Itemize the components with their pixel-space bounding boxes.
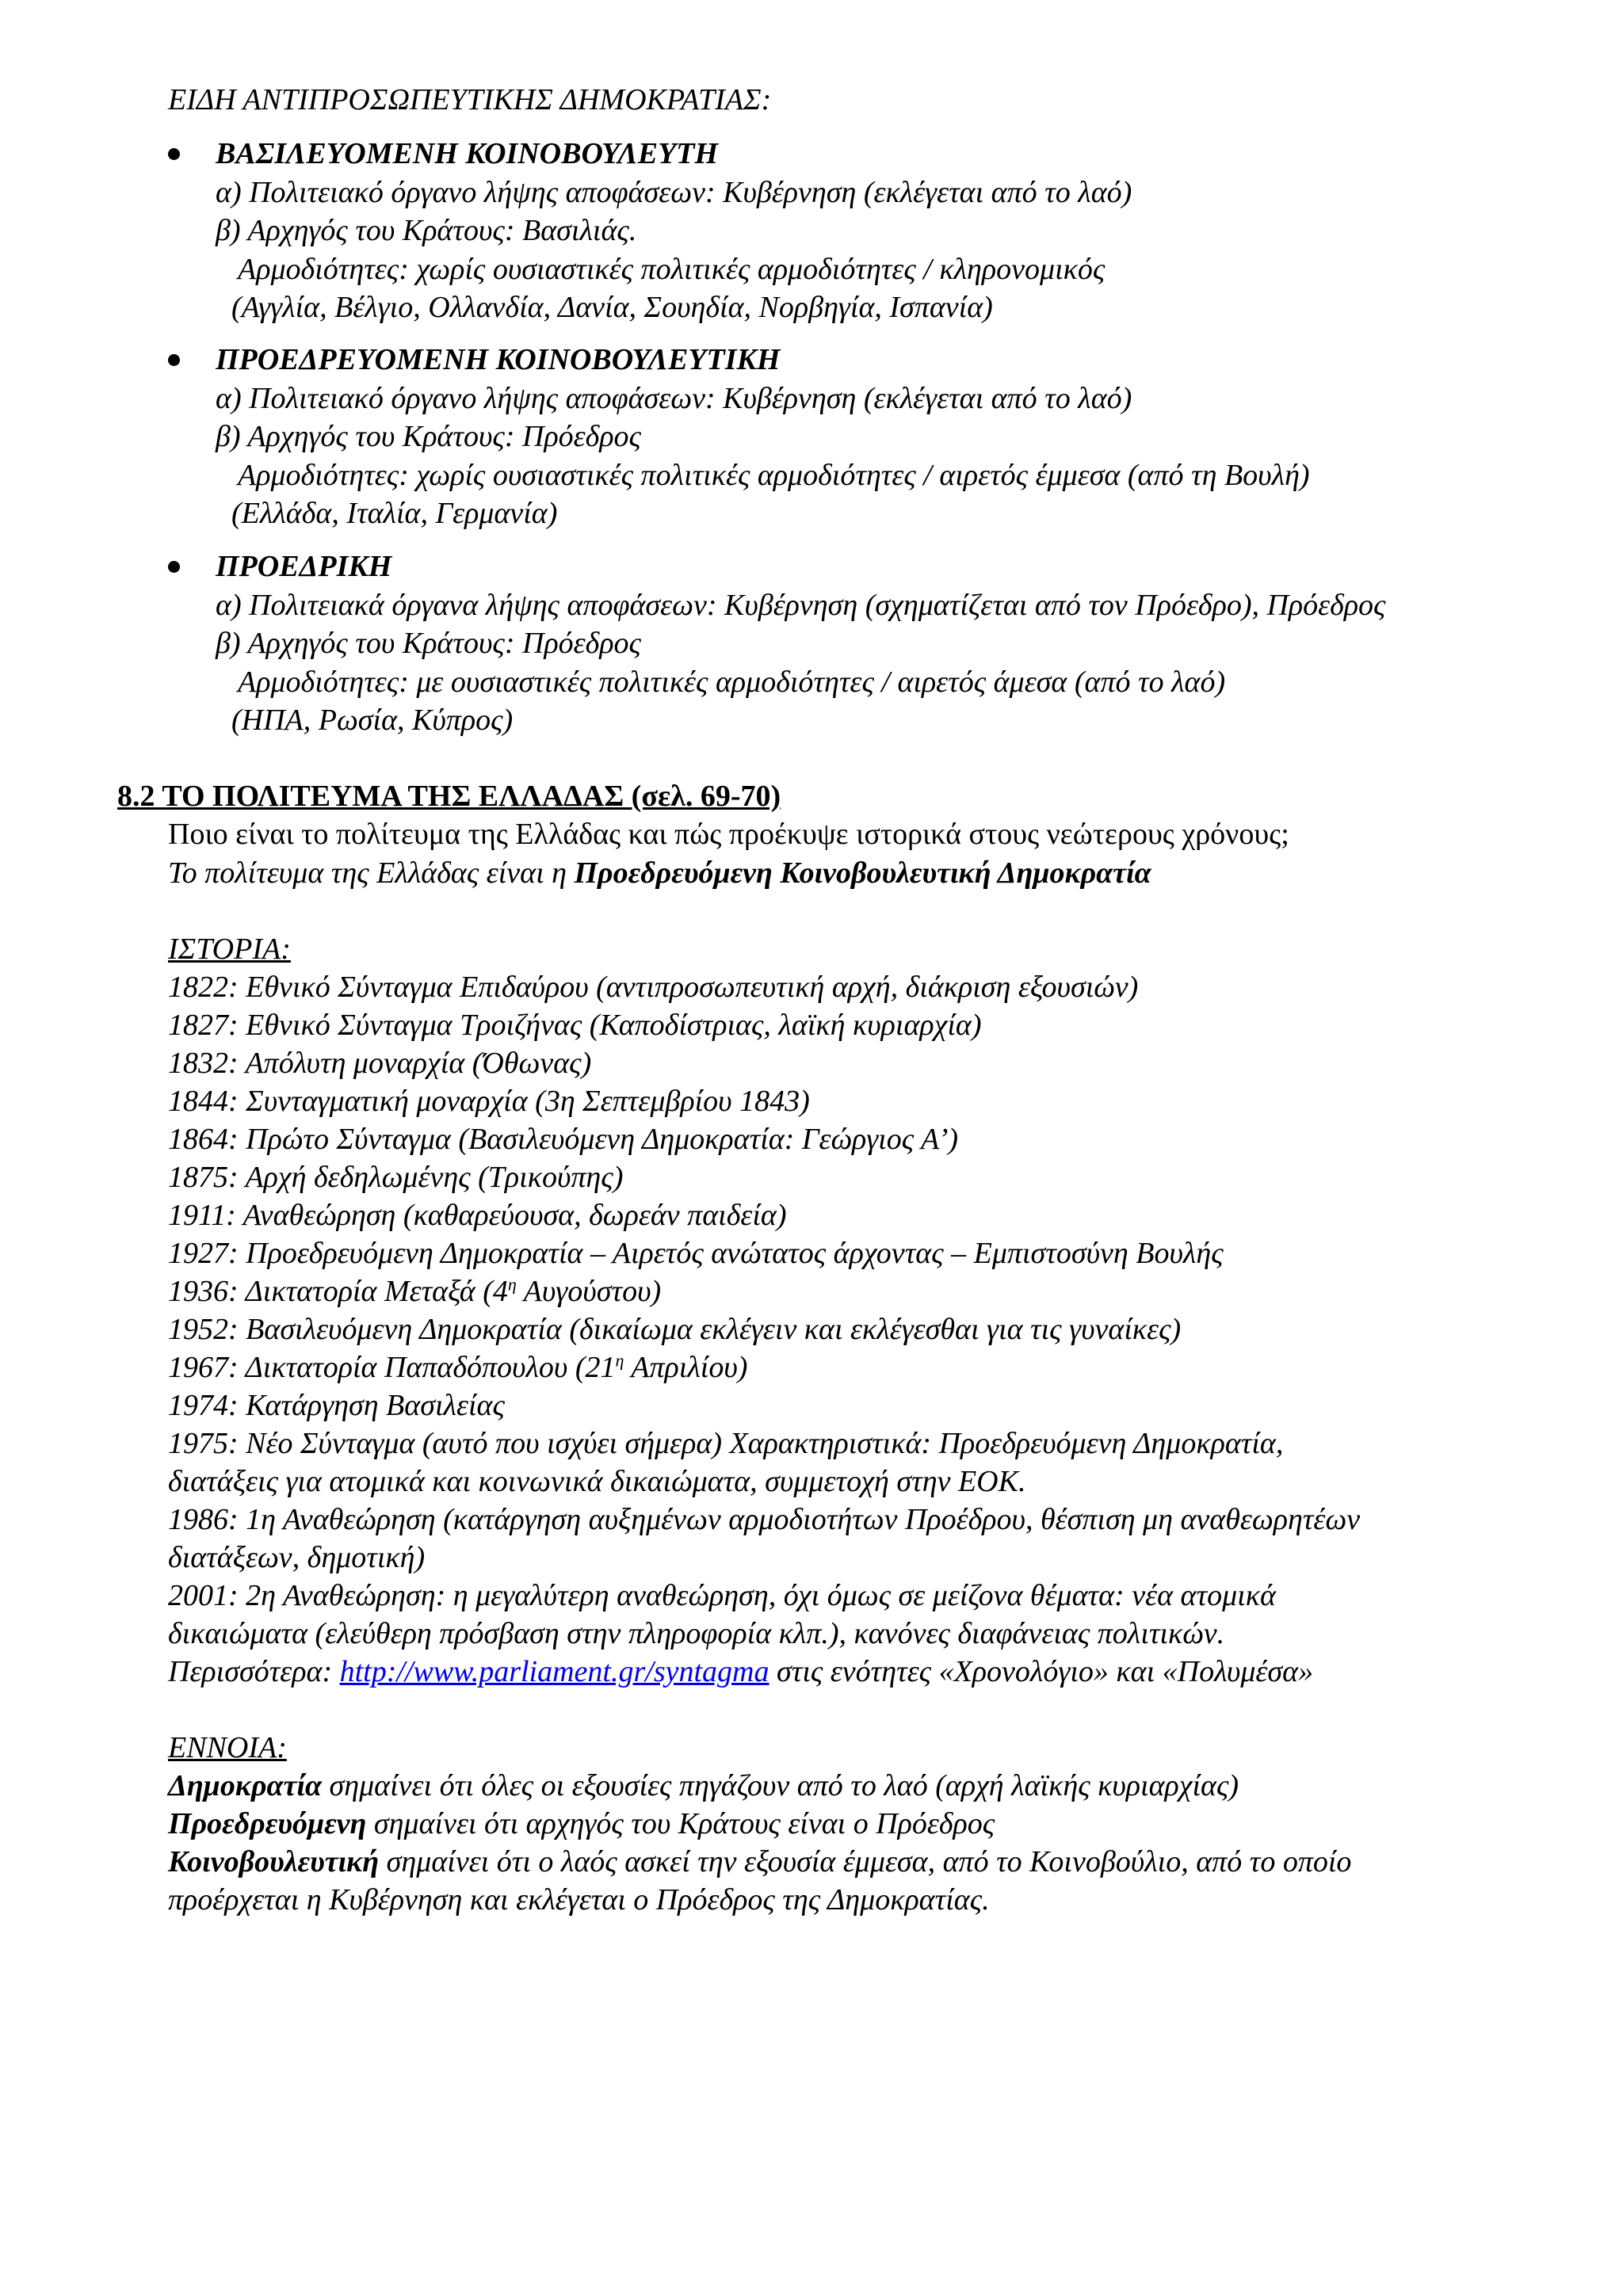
form-head-2: β) Αρχηγός του Κράτους: Πρόεδρος <box>216 420 641 453</box>
history-line-1986-cont: διατάξεων, δημοτική) <box>168 1541 426 1574</box>
more-prefix: Περισσότερα: <box>168 1655 340 1688</box>
form-examples-2: (Ελλάδα, Ιταλία, Γερμανία) <box>231 497 558 530</box>
history-line-1986: 1986: 1η Αναθεώρηση (κατάργηση αυξημένων αρμοδιοτήτων Προέδρου, θέσπιση μη αναθεωρητέων <box>168 1503 1361 1536</box>
form-powers-1: Αρμοδιότητες: χωρίς ουσιαστικές πολιτικές αρμοδιότητες / κληρονομικός <box>238 253 1106 286</box>
history-line: 1911: Αναθεώρηση (καθαρεύουσα, δωρεάν παιδεία) <box>168 1199 787 1232</box>
more-suffix: στις ενότητες «Χρονολόγιο» και «Πολυμέσα» <box>769 1655 1314 1688</box>
term-parliamentary: Κοινοβουλευτική <box>168 1845 380 1878</box>
form-head-3: β) Αρχηγός του Κράτους: Πρόεδρος <box>216 627 641 660</box>
bullet-icon <box>168 561 180 573</box>
history-heading: ΙΣΤΟΡΙΑ: <box>168 933 291 966</box>
history-line: 1822: Εθνικό Σύνταγμα Επιδαύρου (αντιπροσωπευτική αρχή, διάκριση εξουσιών) <box>168 971 1139 1004</box>
superscript: η <box>507 1274 517 1295</box>
bullet-icon <box>168 148 180 160</box>
term-presided: Προεδρευόμενη <box>168 1807 367 1840</box>
form-organ-2: α) Πολιτειακό όργανο λήψης αποφάσεων: Κυβέρνηση (εκλέγεται από το λαό) <box>216 382 1132 415</box>
history-line: 1832: Απόλυτη μοναρχία (Όθωνας) <box>168 1047 592 1080</box>
history-text: Απριλίου) <box>624 1351 748 1384</box>
history-line-1952: 1952: Βασιλευόμενη Δημοκρατία (δικαίωμα εκλέγειν και εκλέγεσθαι για τις γυναίκες) <box>168 1313 1182 1346</box>
definition-text: σημαίνει ότι όλες οι εξουσίες πηγάζουν από το λαό (αρχή λαϊκής κυριαρχίας) <box>322 1769 1239 1802</box>
form-powers-3: Αρμοδιότητες: με ουσιαστικές πολιτικές αρμοδιότητες / αιρετός άμεσα (από το λαό) <box>238 666 1226 699</box>
history-more <box>168 1653 1313 1691</box>
history-line: 1844: Συνταγματική μοναρχία (3η Σεπτεμβρίου 1843) <box>168 1085 810 1118</box>
history-line-1936 <box>168 1272 661 1310</box>
bullet-icon <box>168 354 180 366</box>
answer-prefix: Το πολίτευμα της Ελλάδας είναι η <box>168 856 575 890</box>
form-examples-3: (ΗΠΑ, Ρωσία, Κύπρος) <box>231 704 514 737</box>
history-text: 1967: Δικτατορία Παπαδόπουλου (21 <box>168 1351 616 1384</box>
form-head-1: β) Αρχηγός του Κράτους: Βασιλιάς. <box>216 214 637 247</box>
form-title-2: ΠΡΟΕΔΡΕΥΟΜΕΝΗ ΚΟΙΝΟΒΟΥΛΕΥΤΙΚΗ <box>216 343 781 376</box>
concept-heading: ΕΝΝΟΙΑ: <box>168 1731 287 1764</box>
term-democracy: Δημοκρατία <box>168 1769 322 1802</box>
concept-presided <box>168 1805 995 1843</box>
history-line: 1864: Πρώτο Σύνταγμα (Βασιλευόμενη Δημοκρατία: Γεώργιος Α’) <box>168 1123 959 1156</box>
history-line-2001: 2001: 2η Αναθεώρηση: η μεγαλύτερη αναθεώρηση, όχι όμως σε μείζονα θέματα: νέα ατομικά <box>168 1579 1276 1612</box>
history-line: 1875: Αρχή δεδηλωμένης (Τρικούπης) <box>168 1161 624 1194</box>
form-title-1: ΒΑΣΙΛΕΥΟΜΕΝΗ ΚΟΙΝΟΒΟΥΛΕΥΤΗ <box>216 137 719 170</box>
history-text: 1936: Δικτατορία Μεταξά (4 <box>168 1275 508 1308</box>
form-examples-1: (Αγγλία, Βέλγιο, Ολλανδία, Δανία, Σουηδία, Νορβηγία, Ισπανία) <box>231 291 993 324</box>
parliament-link[interactable]: http://www.parliament.gr/syntagma <box>339 1655 769 1688</box>
history-text: Αυγούστου) <box>516 1275 662 1308</box>
concept-democracy <box>168 1767 1239 1805</box>
section-question: Ποιο είναι το πολίτευμα της Ελλάδας και πώς προέκυψε ιστορικά στους νεώτερους χρόνους; <box>168 818 1289 851</box>
superscript: η <box>615 1350 624 1371</box>
concept-parliamentary-cont: προέρχεται η Κυβέρνηση και εκλέγεται ο Πρόεδρος της Δημοκρατίας. <box>168 1883 990 1917</box>
form-organ-3: α) Πολιτειακά όργανα λήψης αποφάσεων: Κυβέρνηση (σχηματίζεται από τον Πρόεδρο), Πρόεδρος <box>216 589 1386 622</box>
history-line-2001-cont: δικαιώματα (ελεύθερη πρόσβαση στην πληροφορία κλπ.), κανόνες διαφάνειας πολιτικών. <box>168 1617 1225 1650</box>
form-title-3: ΠΡΟΕΔΡΙΚΗ <box>216 550 392 583</box>
section-answer <box>168 854 1151 892</box>
history-line: 1827: Εθνικό Σύνταγμα Τροιζήνας (Καποδίστριας, λαϊκή κυριαρχία) <box>168 1009 982 1042</box>
history-line-1974: 1974: Κατάργηση Βασιλείας <box>168 1389 505 1422</box>
forms-heading: ΕΙΔΗ ΑΝΤΙΠΡΟΣΩΠΕΥΤΙΚΗΣ ΔΗΜΟΚΡΑΤΙΑΣ: <box>168 83 772 116</box>
form-organ-1: α) Πολιτειακό όργανο λήψης αποφάσεων: Κυβέρνηση (εκλέγεται από το λαό) <box>216 176 1132 209</box>
form-powers-2: Αρμοδιότητες: χωρίς ουσιαστικές πολιτικές αρμοδιότητες / αιρετός έμμεσα (από τη Βουλή) <box>238 459 1310 492</box>
section-title: 8.2 ΤΟ ΠΟΛΙΤΕΥΜΑ ΤΗΣ ΕΛΛΑΔΑΣ (σελ. 69-70) <box>117 780 781 813</box>
history-line-1967 <box>168 1348 747 1386</box>
history-line: 1927: Προεδρευόμενη Δημοκρατία – Αιρετός ανώτατος άρχοντας – Εμπιστοσύνη Βουλής <box>168 1237 1224 1270</box>
history-line-1975: 1975: Νέο Σύνταγμα (αυτό που ισχύει σήμερα) Χαρακτηριστικά: Προεδρευόμενη Δημοκρατία, <box>168 1427 1284 1460</box>
answer-bold: Προεδρευόμενη Κοινοβουλευτική Δημοκρατία <box>574 856 1151 890</box>
definition-text: σημαίνει ότι αρχηγός του Κράτους είναι ο Πρόεδρος <box>366 1807 995 1840</box>
definition-text: σημαίνει ότι ο λαός ασκεί την εξουσία έμμεσα, από το Κοινοβούλιο, από το οποίο <box>379 1845 1352 1878</box>
history-line-1975-cont: διατάξεις για ατομικά και κοινωνικά δικαιώματα, συμμετοχή στην ΕΟΚ. <box>168 1465 1026 1498</box>
concept-parliamentary <box>168 1843 1351 1881</box>
